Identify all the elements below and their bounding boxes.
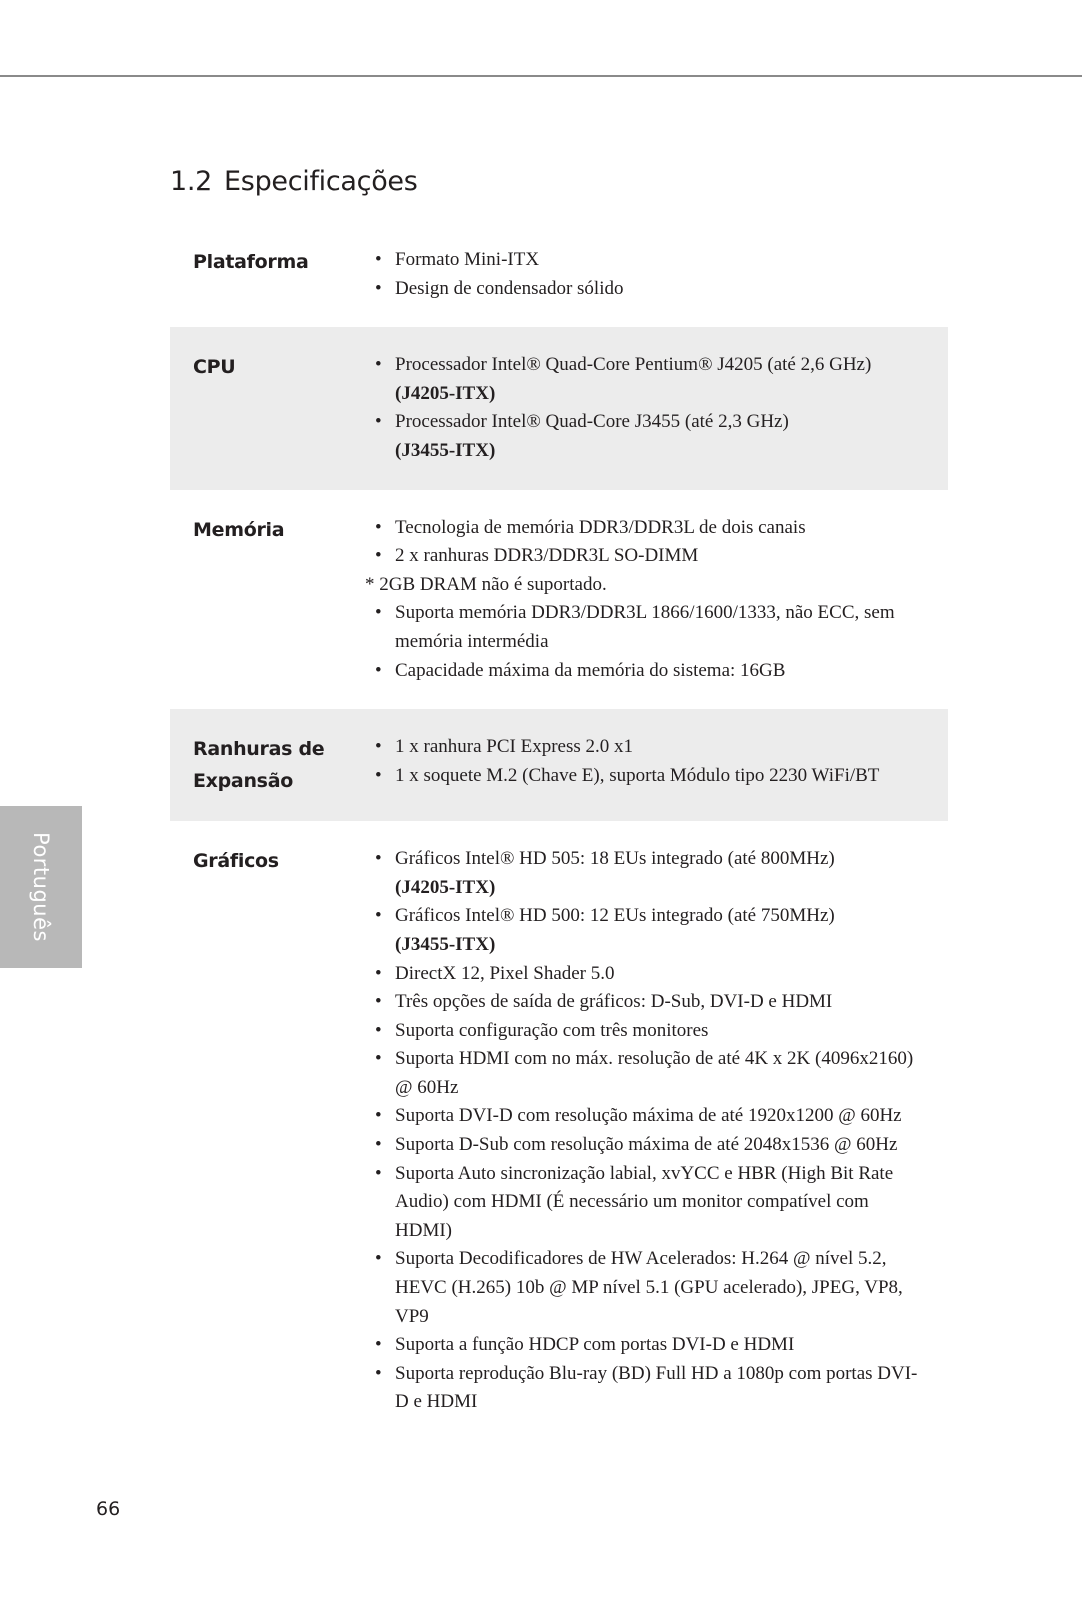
spec-item-text: Suporta memória DDR3/DDR3L 1866/1600/1333, não ECC, sem memória intermédia [395, 602, 895, 652]
spec-values [365, 733, 928, 797]
spec-item-text: Tecnologia de memória DDR3/DDR3L de dois canais [395, 516, 806, 538]
spec-bullet-item [365, 1360, 928, 1417]
spec-item-text: Suporta Decodificadores de HW Acelerados: H.264 @ nível 5.2, HEVC (H.265) 10b @ MP nível 5.1 (GPU acelerado), JPEG, VP8, VP9 [395, 1248, 903, 1327]
spec-item-text: Processador Intel® Quad-Core Pentium® J4205 (até 2,6 GHz) [395, 354, 872, 376]
spec-item-text: Formato Mini-ITX [395, 249, 540, 270]
spec-values [365, 351, 928, 465]
spec-label: Gráficos [193, 850, 279, 873]
language-side-tab [0, 806, 82, 968]
spec-item-text: Suporta HDMI com no máx. resolução de até 4K x 2K (4096x2160) @ 60Hz [395, 1048, 914, 1098]
spec-label: CPU [193, 356, 236, 379]
spec-item-model: (J3455-ITX) [395, 933, 496, 955]
spec-item-text: Suporta a função HDCP com portas DVI-D e HDMI [395, 1334, 795, 1356]
specifications-table [170, 234, 948, 1417]
spec-item-text: Suporta DVI-D com resolução máxima de até 1920x1200 @ 60Hz [395, 1105, 902, 1127]
spec-label: Plataforma [193, 251, 309, 273]
spec-values [365, 845, 928, 1417]
spec-row [170, 234, 948, 327]
spec-item-text: 1 x soquete M.2 (Chave E), suporta Módulo tipo 2230 WiFi/BT [395, 764, 880, 786]
spec-item-text: Suporta reprodução Blu-ray (BD) Full HD a 1080p com portas DVI-D e HDMI [395, 1362, 918, 1413]
spec-bullet-item [365, 1102, 928, 1131]
spec-bullet-item [365, 599, 928, 656]
spec-bullet-item [365, 1245, 928, 1331]
spec-bullet-item [365, 542, 928, 571]
section-title [170, 166, 418, 197]
spec-row [170, 709, 948, 821]
spec-item-model: (J3455-ITX) [395, 439, 496, 461]
spec-item-text: Suporta configuração com três monitores [395, 1019, 709, 1041]
spec-row [170, 490, 948, 710]
spec-values [365, 514, 928, 686]
spec-item-text: 1 x ranhura PCI Express 2.0 x1 [395, 736, 633, 758]
spec-label: Ranhuras de Expansão [193, 738, 325, 793]
spec-item-text: * 2GB DRAM não é suportado. [365, 573, 607, 595]
spec-item-text: Gráficos Intel® HD 500: 12 EUs integrado (até 750MHz) [395, 905, 835, 927]
spec-values [365, 246, 928, 303]
language-tab-label: Português [29, 832, 53, 942]
spec-bullet-item [365, 845, 928, 902]
spec-bullet-item [365, 1131, 928, 1160]
spec-label: Memória [193, 518, 285, 541]
spec-item-text: Processador Intel® Quad-Core J3455 (até 2,3 GHz) [395, 411, 789, 433]
spec-row [170, 327, 948, 489]
spec-item-text: Gráficos Intel® HD 505: 18 EUs integrado (até 800MHz) [395, 848, 835, 870]
spec-bullet-item [365, 657, 928, 686]
spec-bullet-item [365, 246, 928, 275]
header-rule [0, 75, 1082, 77]
spec-bullet-item [365, 408, 928, 465]
spec-bullet-item [365, 762, 928, 791]
spec-bullet-item [365, 351, 928, 408]
section-number: 1.2 [170, 166, 213, 197]
spec-item-text: Suporta Auto sincronização labial, xvYCC e HBR (High Bit Rate Audio) com HDMI (É necessário um monitor compatível com HDMI) [395, 1162, 894, 1241]
spec-bullet-item [365, 1331, 928, 1360]
spec-item-text: Suporta D-Sub com resolução máxima de até 2048x1536 @ 60Hz [395, 1134, 898, 1156]
spec-bullet-item [365, 902, 928, 959]
spec-item-text: Três opções de saída de gráficos: D-Sub, DVI-D e HDMI [395, 991, 833, 1013]
spec-bullet-item [365, 733, 928, 762]
spec-bullet-item [365, 1017, 928, 1046]
spec-item-model: (J4205-ITX) [395, 876, 496, 898]
spec-bullet-item [365, 1160, 928, 1246]
spec-item-model: (J4205-ITX) [395, 382, 496, 404]
spec-row [170, 821, 948, 1417]
spec-note [365, 571, 928, 600]
spec-item-text: DirectX 12, Pixel Shader 5.0 [395, 962, 615, 984]
section-title-text: Especificações [224, 166, 418, 197]
spec-item-text: Design de condensador sólido [395, 277, 624, 299]
spec-bullet-item [365, 960, 928, 989]
spec-bullet-item [365, 514, 928, 543]
spec-bullet-item [365, 988, 928, 1017]
page-number: 66 [96, 1498, 121, 1520]
spec-item-text: Capacidade máxima da memória do sistema: 16GB [395, 659, 786, 681]
spec-bullet-item [365, 275, 928, 304]
spec-item-text: 2 x ranhuras DDR3/DDR3L SO-DIMM [395, 545, 699, 567]
spec-bullet-item [365, 1045, 928, 1102]
